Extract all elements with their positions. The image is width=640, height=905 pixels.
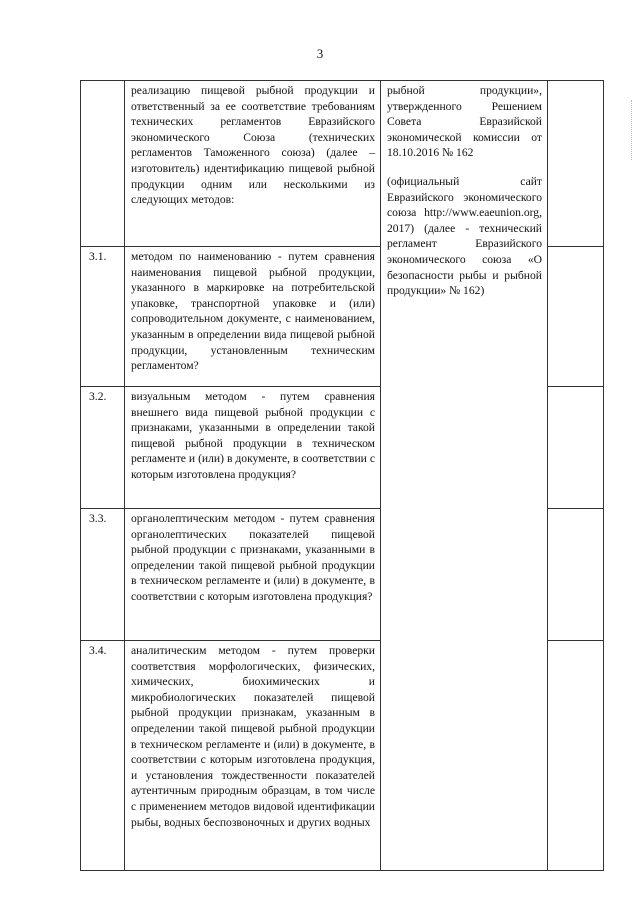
item-number [81, 81, 125, 247]
question-text: аналитическим методом - путем проверки соответствия морфологических, физических, химических, биохимических и микробиологических показателей пищевой рыбной продукции признакам, указанным в определении такой пищевой рыбной продукции в техническом регламенте и (или) в документе, в соответствии с которым изготовлена продукция, и установления тождественности показателей аутентичным природным образцам, в том числе с применением методов видовой идентификации рыбы, водных беспозвоночных и других водных [125, 641, 381, 871]
answer-cell[interactable] [548, 247, 604, 387]
item-number: 3.3. [81, 509, 125, 641]
table-row [81, 81, 604, 247]
question-text: реализацию пищевой рыбной продукции и ответственный за ее соответствие требованиям технических регламентов Евразийского экономического Союза (технических регламентов Таможенного союза) (далее – изготовитель) идентификацию пищевой рыбной продукции одним или несколькими из следующих методов: [125, 81, 381, 247]
answer-cell[interactable] [548, 81, 604, 247]
page-number: 3 [316, 46, 324, 61]
legal-reference [381, 81, 548, 871]
scan-edge-mark [631, 100, 638, 160]
question-text: визуальным методом - путем сравнения внешнего вида пищевой рыбной продукции с признаками, указанными в определении такой пищевой рыбной продукции в техническом регламенте и (или) в документе, в соответствии с которым изготовлена продукция? [125, 387, 381, 509]
checklist-table [80, 80, 604, 871]
answer-cell[interactable] [548, 387, 604, 509]
question-text: органолептическим методом - путем сравнения органолептических показателей пищевой рыбной продукции с признаками, указанными в определении такой пищевой рыбной продукции в техническом регламенте и (или) в документе, в соответствии с которым изготовлена продукция? [125, 509, 381, 641]
item-number: 3.4. [81, 641, 125, 871]
answer-cell[interactable] [548, 509, 604, 641]
question-text: методом по наименованию - путем сравнения наименования пищевой рыбной продукции, указанного в маркировке на потребительской упаковке, транспортной упаковке и (или) сопроводительном документе, с наименованием, указанным в определении вида пищевой рыбной продукции, установленным техническим регламентом? [125, 247, 381, 387]
answer-cell[interactable] [548, 641, 604, 871]
legal-reference-part-2: (официальный сайт Евразийского экономического союза http://www.eaeunion.org, 2017) (далее - технический регламент Евразийского экономического союза «О безопасности рыбы и рыбной продукции» № 162) [387, 174, 542, 298]
legal-reference-part-1: рыбной продукции», утвержденного Решением Совета Евразийской экономической комиссии от 18.10.2016 № 162 [387, 84, 542, 160]
item-number: 3.1. [81, 247, 125, 387]
item-number: 3.2. [81, 387, 125, 509]
